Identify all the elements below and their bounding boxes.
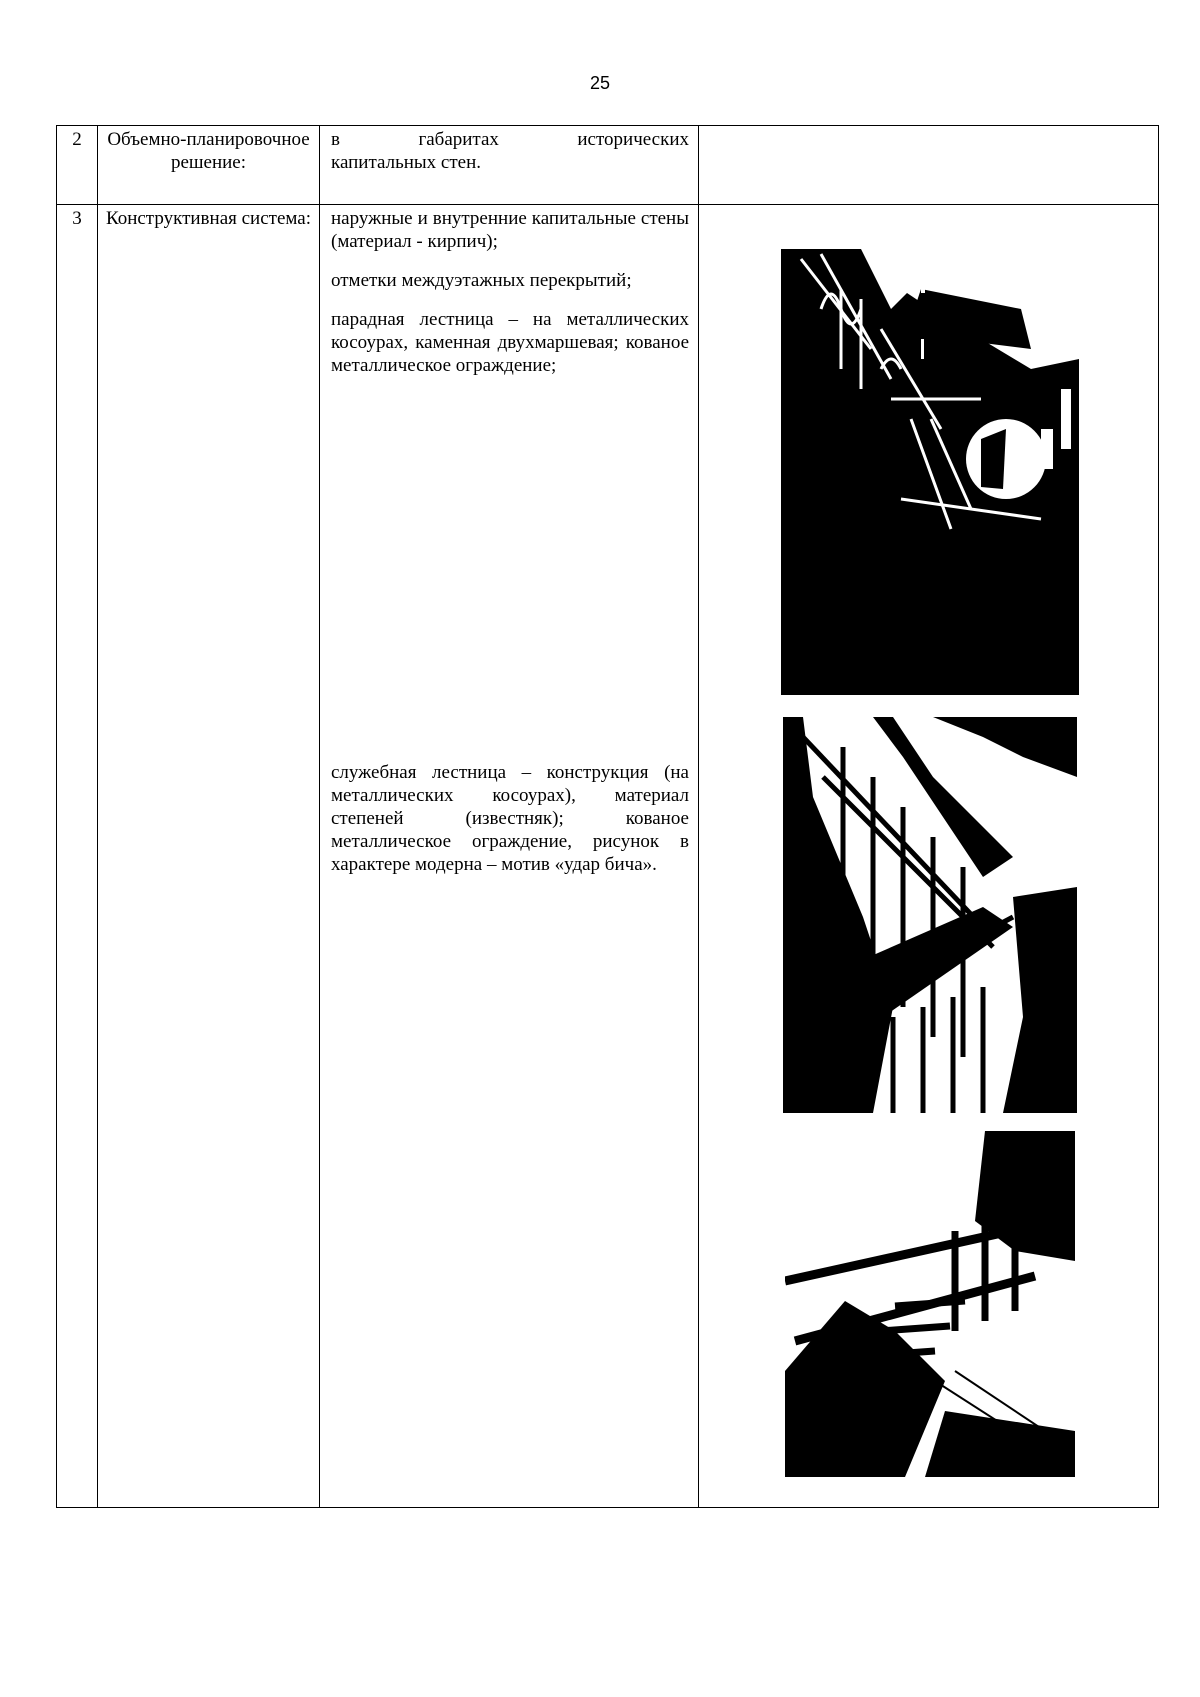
table-row bbox=[57, 126, 1159, 205]
row-label: Конструктивная система: bbox=[98, 205, 320, 1508]
row-description bbox=[320, 126, 699, 205]
row-number: 3 bbox=[57, 205, 98, 1508]
row-description bbox=[320, 205, 699, 1508]
service-staircase-photo-2 bbox=[785, 1131, 1075, 1477]
description-line: капитальных стен. bbox=[331, 152, 482, 173]
photo-cell bbox=[699, 205, 1159, 1508]
page-number: 25 bbox=[589, 73, 611, 93]
description-main-stair: парадная лестница – на металлических косоурах, каменная двухмаршевая; кованое металлическое ограждение; bbox=[331, 309, 689, 376]
row-label: Объемно-планировочное решение: bbox=[98, 126, 320, 205]
table-row bbox=[57, 205, 1159, 1508]
description-line: в габаритах исторических bbox=[331, 129, 689, 150]
document-table bbox=[56, 125, 1159, 1508]
main-staircase-photo bbox=[781, 249, 1079, 695]
description-walls: наружные и внутренние капитальные стены (материал - кирпич); bbox=[331, 208, 689, 252]
description-floors: отметки междуэтажных перекрытий; bbox=[331, 270, 632, 291]
photo-cell-empty bbox=[699, 126, 1159, 205]
row-number: 2 bbox=[57, 126, 98, 205]
description-service-stair: служебная лестница – конструкция (на металлических косоурах), материал степеней (известняк); кованое металлическое ограждение, рисунок в характере модерна – мотив «удар бича». bbox=[331, 762, 689, 875]
service-staircase-photo-1 bbox=[783, 717, 1077, 1113]
